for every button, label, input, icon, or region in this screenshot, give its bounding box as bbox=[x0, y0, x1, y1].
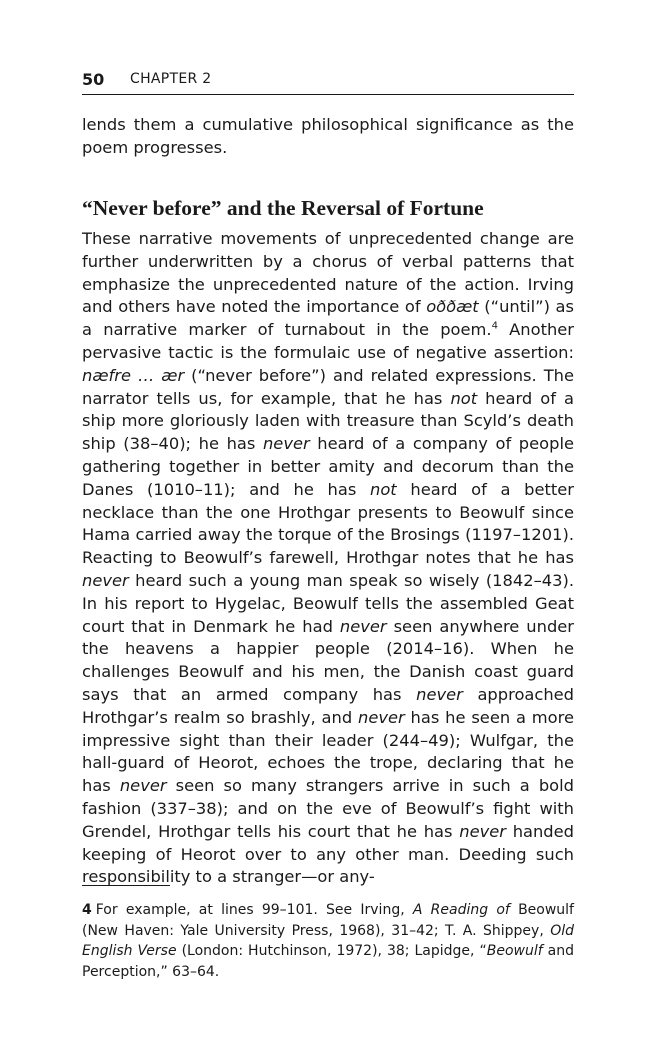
chapter-label: CHAPTER 2 bbox=[130, 71, 212, 87]
lead-paragraph bbox=[82, 114, 574, 160]
footnote: 4 For example, at lines 99–101. See Irving, A Reading of Beowulf (New Haven: Yale University Press, 1968), 31–42; T. A. Shippey, Old English Verse (London: Hutchinson, 1972), 38; Lapidge, “Beowulf and Perception,” 63–64. bbox=[82, 902, 574, 980]
footnote-number: 4 bbox=[82, 902, 92, 918]
running-head bbox=[82, 68, 574, 95]
footnote-reference[interactable]: 4 bbox=[491, 320, 498, 332]
lead-paragraph-text: lends them a cumulative philosophical significance as the poem progresses. bbox=[82, 115, 574, 157]
footnote-divider bbox=[82, 885, 170, 886]
body-paragraph-text: These narrative movements of unprecedented change are further underwritten by a chorus of verbal patterns that emphasize the unprecedented nature of the action. Irving and others have noted the importance of oððæt (“until”) as a narrative marker of turnabout in the poem.$^4$ Another pervasive tactic is the formulaic use of negative assertion: næfre … ær (“never before”) and related expressions. The narrator tells us, for example, that he has not heard of a ship more gloriously laden with treasure than Scyld’s death ship (38–40); he has never heard of a company of people gathering together in better amity and decorum than the Danes (1010–11); and he has not heard of a better necklace than the one Hrothgar presents to Beowulf since Hama carried away the torque of the Brosings (1197–1201). Reacting to Beowulf’s farewell, Hrothgar notes that he has never heard such a young man speak so wisely (1842–43). In his report to Hygelac, Beowulf tells the assembled Geat court that in Denmark he had never seen anywhere under the heavens a happier people (2014–16). When he challenges Beowulf and his men, the Danish coast guard says that an armed company has never approached Hrothgar’s realm so brashly, and never has he seen a more impressive sight than their leader (244–49); Wulfgar, the hall-guard of Heorot, echoes the trope, declaring that he has never seen so many strangers arrive in such a bold fashion (337–38); and on the eve of Beowulf’s fight with Grendel, Hrothgar tells his court that he has never handed keeping of Heorot over to any other man. Deeding such responsibility to a stranger—or any- bbox=[82, 229, 575, 887]
page-number: 50 bbox=[82, 70, 105, 89]
section-heading: “Never before” and the Reversal of Fortune bbox=[82, 196, 484, 220]
body-paragraph bbox=[82, 228, 574, 889]
